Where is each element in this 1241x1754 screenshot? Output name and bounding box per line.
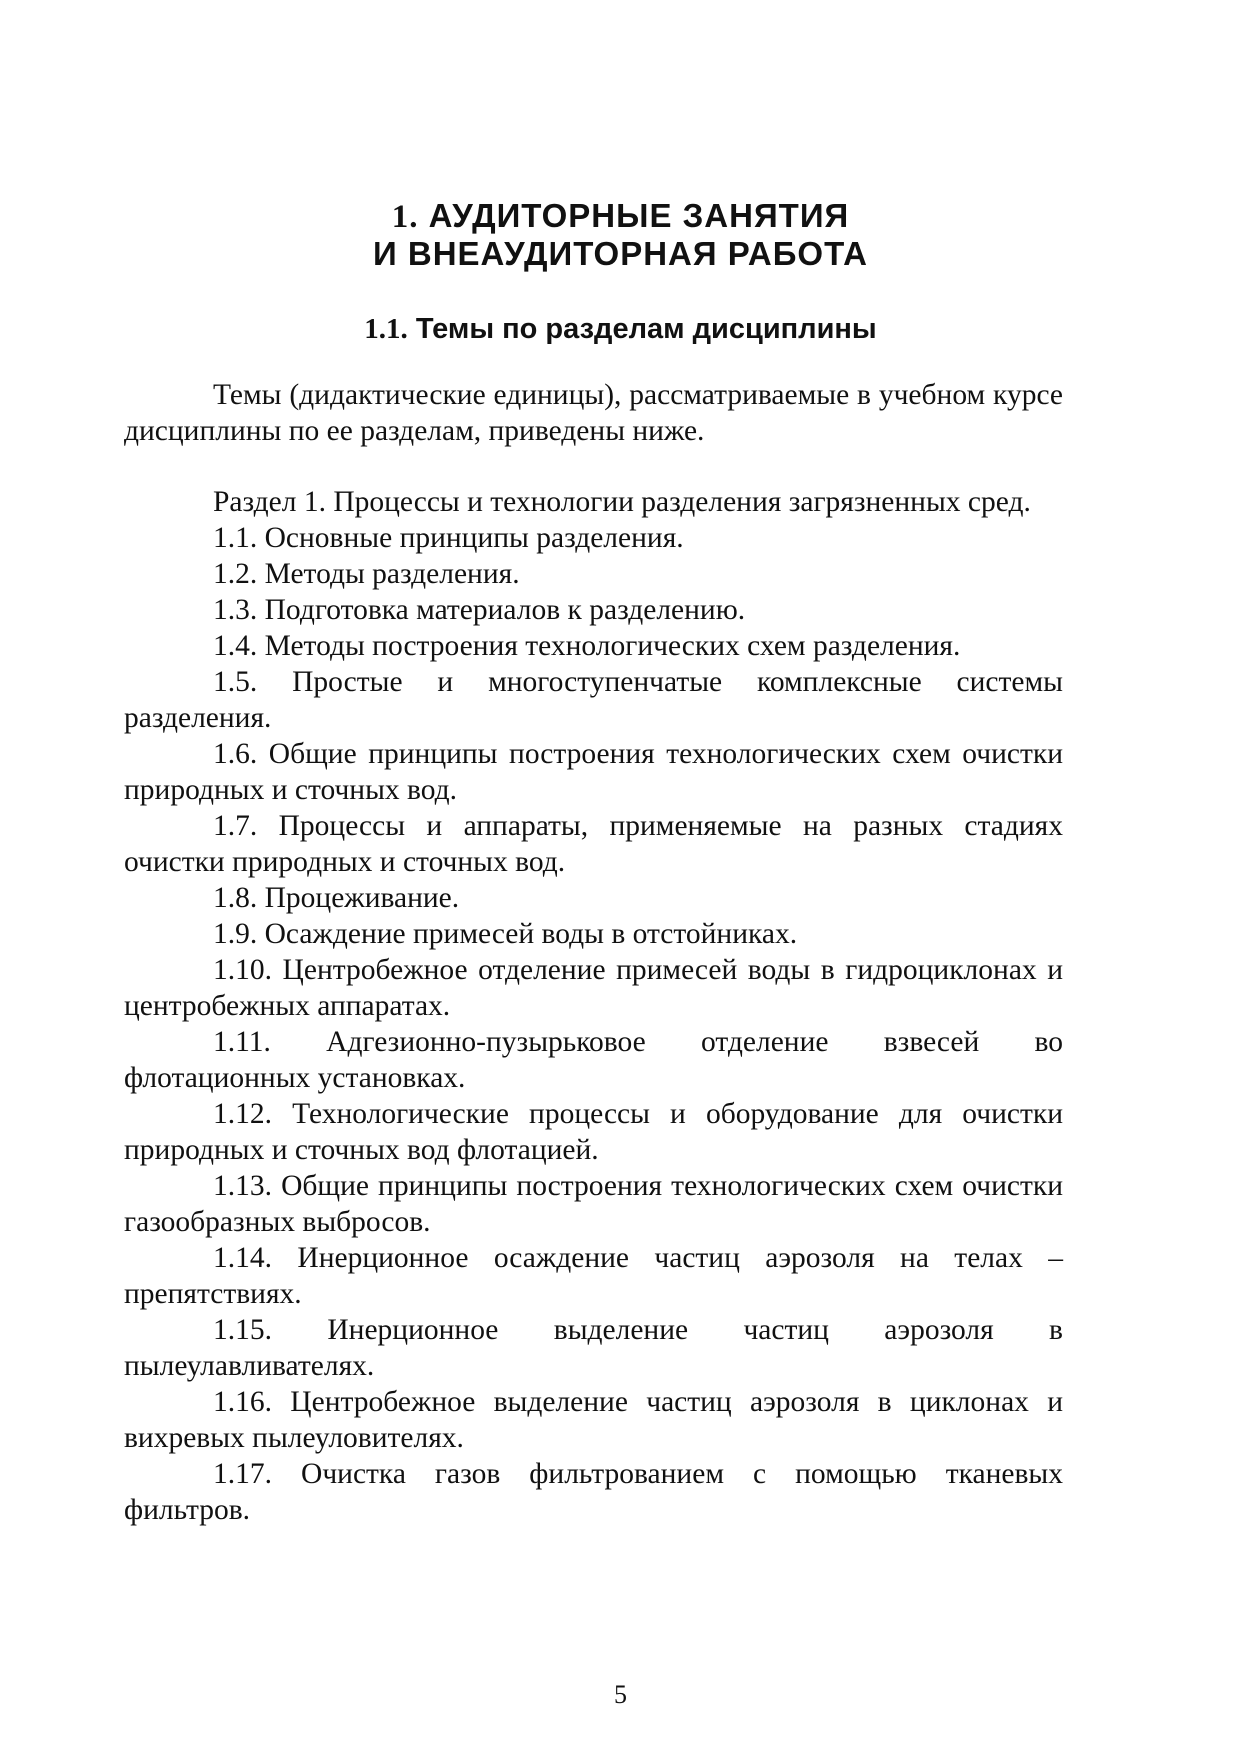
- topic-item: 1.8. Процеживание.: [213, 882, 460, 914]
- topic-item: 1.2. Методы разделения.: [213, 558, 520, 590]
- topic-item: Раздел 1. Процессы и технологии разделения загрязненных сред.: [213, 486, 1031, 518]
- topic-item: 1.14. Инерционное осаждение частиц аэрозоля на телах – препятствиях.: [124, 1242, 1063, 1310]
- topic-item: 1.9. Осаждение примесей воды в отстойниках.: [213, 918, 798, 950]
- section-title: Темы по разделам дисциплины: [415, 313, 877, 345]
- topic-item: 1.15. Инерционное выделение частиц аэрозоля в пылеулавливателях.: [124, 1314, 1063, 1382]
- topics-list: [124, 484, 1063, 1528]
- topic-item: 1.11. Адгезионно-пузырьковое отделение взвесей во флотационных установках.: [124, 1026, 1063, 1094]
- topic-item: 1.10. Центробежное отделение примесей воды в гидроциклонах и центробежных аппаратах.: [124, 954, 1063, 1022]
- topic-item: 1.5. Простые и многоступенчатые комплексные системы разделения.: [124, 666, 1063, 734]
- topic-item: 1.7. Процессы и аппараты, применяемые на разных стадиях очистки природных и сточных вод.: [124, 810, 1063, 878]
- intro-paragraph: Темы (дидактические единицы), рассматриваемые в учебном курсе дисциплины по ее разделам, приведены ниже.: [124, 379, 1063, 447]
- page-number: 5: [614, 1680, 627, 1709]
- topic-item: 1.16. Центробежное выделение частиц аэрозоля в циклонах и вихревых пылеуловителях.: [124, 1386, 1063, 1454]
- topic-item: 1.1. Основные принципы разделения.: [213, 522, 684, 554]
- topic-item: 1.13. Общие принципы построения технологических схем очистки газообразных выбросов.: [124, 1170, 1063, 1238]
- section-heading: [0, 311, 1241, 347]
- topic-item: 1.6. Общие принципы построения технологических схем очистки природных и сточных вод.: [124, 738, 1063, 806]
- chapter-title-line-2: И ВНЕАУДИТОРНАЯ РАБОТА: [372, 235, 869, 272]
- chapter-number: 1.: [391, 199, 419, 235]
- topic-item: 1.3. Подготовка материалов к разделению.: [213, 594, 746, 626]
- chapter-title-line-1: [0, 196, 1241, 237]
- chapter-title-text: АУДИТОРНЫЕ ЗАНЯТИЯ: [428, 197, 850, 234]
- section-number: 1.1.: [364, 313, 408, 345]
- topic-item: 1.17. Очистка газов фильтрованием с помощью тканевых фильтров.: [124, 1458, 1063, 1526]
- topic-item: 1.4. Методы построения технологических схем разделения.: [213, 630, 961, 662]
- topic-item: 1.12. Технологические процессы и оборудование для очистки природных и сточных вод флотацией.: [124, 1098, 1063, 1166]
